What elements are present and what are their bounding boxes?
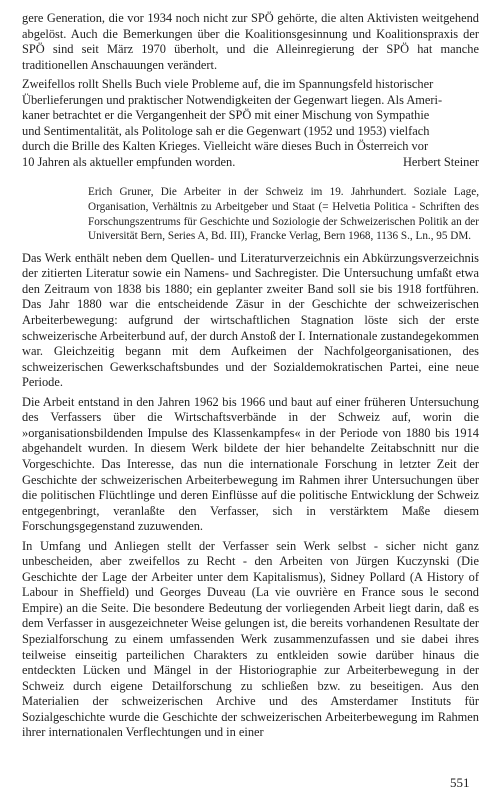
page-body [22, 11, 479, 741]
reviewer-signature: Herbert Steiner [402, 154, 479, 169]
page-number: 551 [450, 775, 470, 790]
review1-p2-last-line: 10 Jahren als aktueller empfunden worden. [22, 154, 236, 169]
review1-p2-line: kaner betrachtet er die Vergangenheit der SPÖ mit einer Mischung von Sympathie [22, 108, 430, 123]
review2-paragraph-1: Das Werk enthält neben dem Quellen- und Literaturverzeichnis ein Abkürzungsverzeichnis der zitierten Literatur sowie ein Namens- und Sachregister. Die Untersuchung umfaßt etwa den Zeitraum von 1838 bis 1880; ein geplanter zweiter Band soll sie bis 1918 fortführen. Das Jahr 1880 war die entscheidende Zäsur in der Geschichte der schweizerischen Arbeiterbewegung: aufgrund der wirtschaftlichen Stagnation löste sich der erste schweizerische Arbeiterbund auf, der durch Anstoß der I. Internationale zustandegekommen war. Gleichzeitig begann mit dem Aufkeimen der Nachfolgeorganisationen, des schweizerischen Gewerkschaftsbundes und der Sozialdemokratischen Partei, eine neue Periode. [22, 250, 479, 390]
review1-p2-line: Überlieferungen und praktischer Notwendigkeiten der Gegenwart liegen. Als Ameri- [22, 92, 443, 107]
review1-p2-line: und Sentimentalität, als Politologe sah er die Gegenwart (1952 und 1953) vielfach [22, 123, 430, 138]
review1-p2-line: durch die Brille des Kalten Krieges. Vielleicht wäre dieses Buch in Österreich vor [22, 139, 429, 154]
review1-paragraph-2 [22, 77, 479, 170]
review1-paragraph-1: gere Generation, die vor 1934 noch nicht zur SPÖ gehörte, die alten Aktivisten weitgehend abgelöst. Auch die Bemerkungen über die Koalitionsgesinnung und Koalitionspraxis der SPÖ sind seit März 1970 überholt, und die Alleinregierung der SPÖ hat manche traditionellen Anschauungen verändert. [22, 11, 479, 72]
review1-p2-line: Zweifellos rollt Shells Buch viele Probleme auf, die im Spannungsfeld historischer [22, 77, 434, 92]
review1-closing-line [22, 155, 479, 171]
review2-paragraph-3: In Umfang und Anliegen stellt der Verfasser sein Werk selbst - sicher nicht ganz unbescheiden, aber zweifellos zu Recht - den Arbeiten von Jürgen Kuczynski (Die Geschichte der Lage der Arbeiter unter dem Kapitalismus), Sidney Pollard (A History of Labour in Sheffield) und Georges Duveau (La vie ouvrière en France sous le second Empire) an die Seite. Die besondere Bedeutung der vorliegenden Arbeit liegt darin, daß es dem Verfasser in ausgezeichneter Weise gelungen ist, die bereits vorhandenen Resultate der Spezialforschung zu einem umfassenden Werk zusammenzufassen und sie dabei ihres teilweise einseitig parteilichen Charakters zu entkleiden sowie darüber hinaus die entdeckten Lücken und Mängel in der Historiographie zur Arbeiterbewegung in der Schweiz durch eigene Detailforschung zu schließen bzw. zu beseitigen. Aus den Materialien der schweizerischen Archive und des Amsterdamer Instituts für Sozialgeschichte wurde die Geschichte der schweizerischen Arbeiterbewegung im Rahmen ihrer internationalen Verflechtungen und in einer [22, 538, 479, 740]
review2-paragraph-2: Die Arbeit entstand in den Jahren 1962 bis 1966 und baut auf einer früheren Untersuchung des Verfassers über die Wirtschaftsverbände in der Schweiz auf, worin die »organisationsbildenden Impulse des Klassenkampfes« in der Periode von 1880 bis 1914 abgehandelt wurden. In diesem Werk bildete der hier behandelte Zeitabschnitt nur die Vorgeschichte. Das Interesse, das nun die internationale Forschung in letzter Zeit der Geschichte der schweizerischen Arbeiterbewegung im Rahmen ihrer Untersuchungen über die politischen Flüchtlinge und deren Einflüsse auf die politische Entwicklung der Schweiz entgegenbringt, veranlaßte den Verfasser, sich in verstärktem Maße diesem Forschungsgegenstand zuzuwenden. [22, 394, 479, 534]
book-citation: Erich Gruner, Die Arbeiter in der Schweiz im 19. Jahrhundert. Soziale Lage, Organisation, Verhältnis zu Arbeitgeber und Staat (= Helvetia Politica - Schriften des Forschungszentrums für Geschichte und Soziologie der Schweizerischen Politik an der Universität Bern, Series A, Bd. III), Francke Verlag, Bern 1968, 1136 S., Ln., 95 DM. [88, 186, 479, 243]
